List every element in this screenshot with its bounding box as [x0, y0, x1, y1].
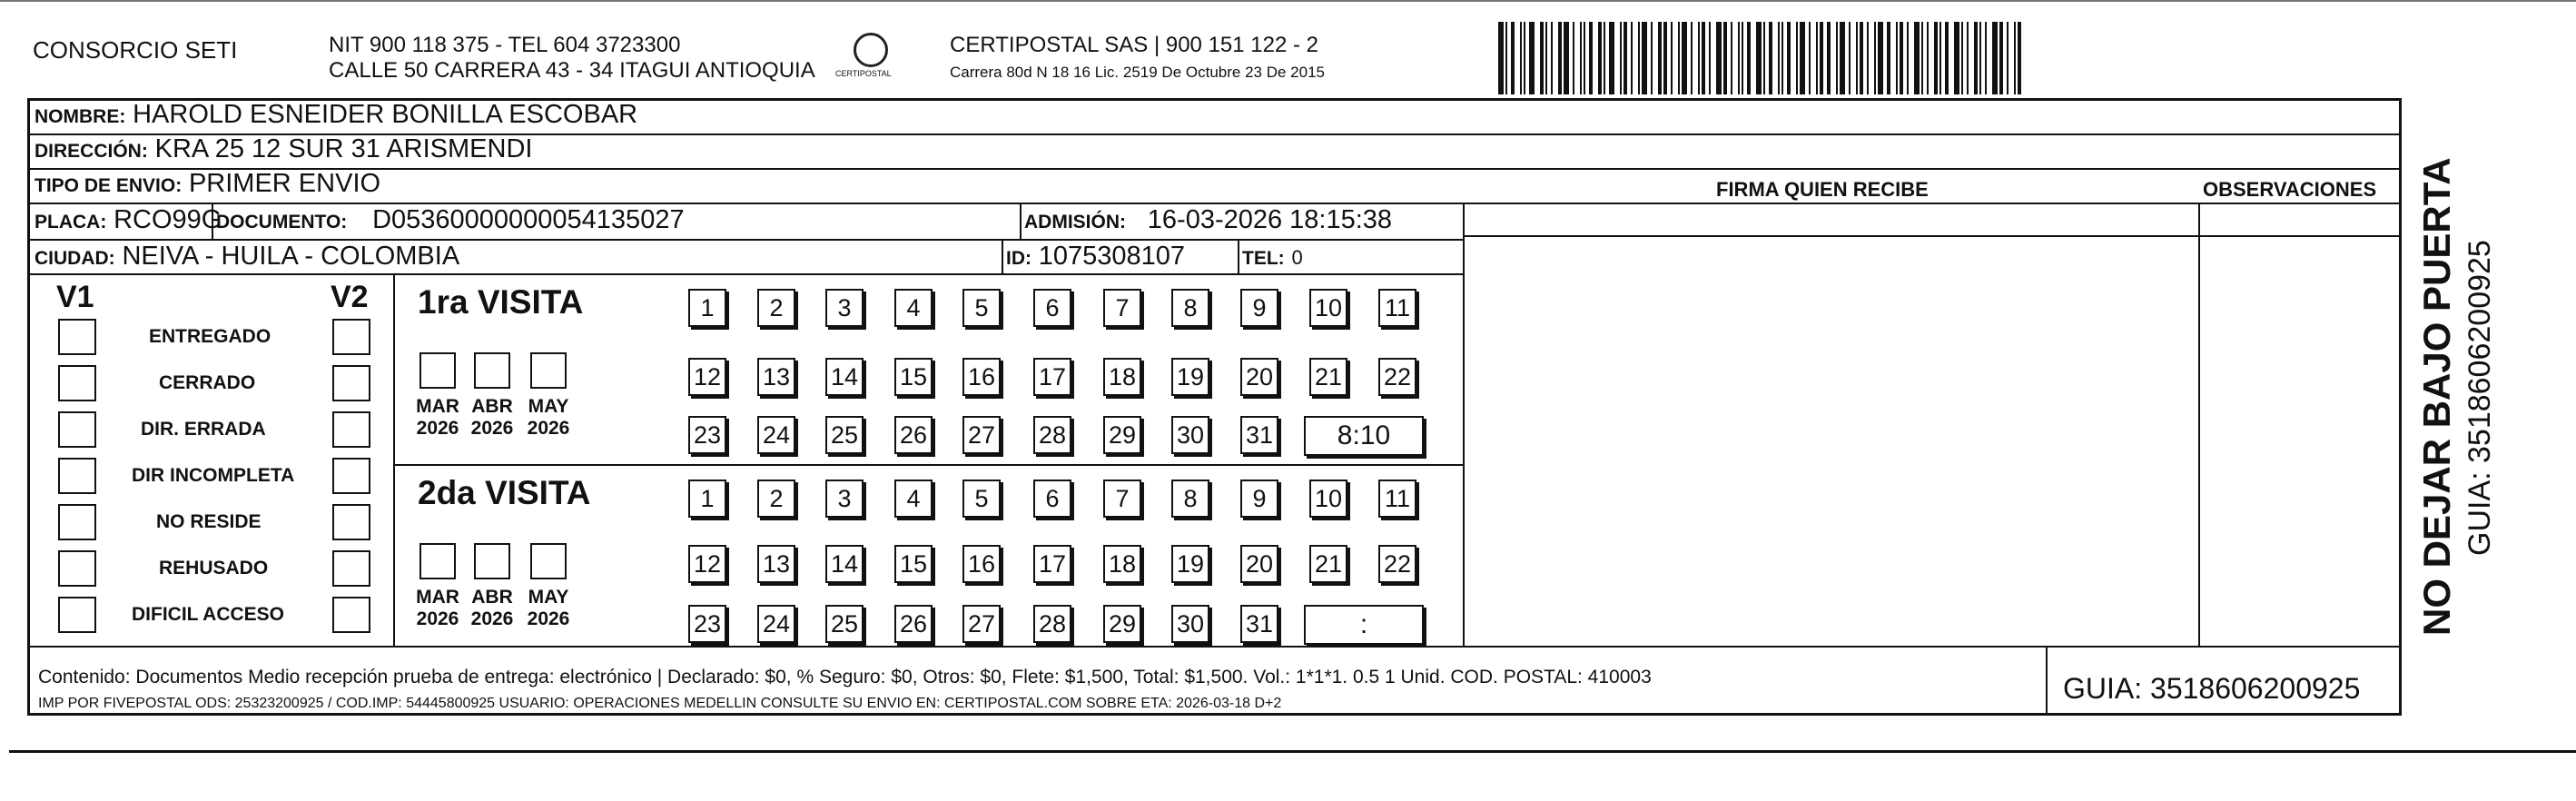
- bottom-rule: [9, 750, 2576, 753]
- month-label: MAR 2026: [416, 587, 459, 629]
- day-box[interactable]: 7: [1103, 480, 1141, 518]
- barcode-bar: [1589, 22, 1593, 94]
- barcode-bar: [1809, 22, 1811, 94]
- day-box[interactable]: 20: [1240, 358, 1278, 396]
- day-box[interactable]: 24: [757, 416, 795, 454]
- barcode-bar: [1939, 22, 1941, 94]
- month-checkbox[interactable]: [530, 543, 567, 579]
- day-box[interactable]: 25: [825, 605, 864, 643]
- month-label: ABR 2026: [470, 396, 514, 439]
- tipo-envio-value: PRIMER ENVIO: [188, 169, 381, 198]
- ciudad-value: NEIVA - HUILA - COLOMBIA: [122, 242, 460, 271]
- day-box[interactable]: 7: [1103, 289, 1141, 327]
- month-checkbox[interactable]: [530, 352, 567, 389]
- tel-value: 0: [1291, 246, 1303, 269]
- day-box[interactable]: 3: [825, 480, 864, 518]
- status-label: REHUSADO: [159, 558, 269, 578]
- nombre-value: HAROLD ESNEIDER BONILLA ESCOBAR: [133, 100, 638, 129]
- barcode-bar: [1827, 22, 1831, 94]
- v2-label: V2: [331, 280, 369, 314]
- barcode-bar: [1682, 22, 1687, 94]
- observaciones-header: OBSERVACIONES: [2203, 178, 2377, 201]
- barcode-bar: [1624, 22, 1627, 94]
- barcode-bar: [1763, 22, 1765, 94]
- day-box[interactable]: 16: [962, 358, 1001, 396]
- barcode-bar: [1820, 22, 1823, 94]
- barcode-bar: [1781, 22, 1783, 94]
- day-box[interactable]: 27: [962, 605, 1001, 643]
- day-box[interactable]: 20: [1240, 545, 1278, 583]
- day-box[interactable]: 22: [1378, 358, 1416, 396]
- barcode-bar: [1573, 22, 1574, 94]
- barcode-bar: [1985, 22, 1987, 94]
- barcode-bar: [1498, 22, 1504, 94]
- day-box[interactable]: 5: [962, 289, 1001, 327]
- company-name: CONSORCIO SETI: [33, 36, 238, 64]
- barcode-bar: [1511, 22, 1515, 94]
- barcode-bar: [1756, 22, 1762, 94]
- barcode-bar: [1564, 22, 1569, 94]
- day-box[interactable]: 19: [1171, 358, 1209, 396]
- id-field: ID: 1075308107: [1006, 242, 1186, 271]
- direccion-field: DIRECCIÓN: KRA 25 12 SUR 31 ARISMENDI: [35, 134, 533, 163]
- day-box[interactable]: 15: [894, 358, 933, 396]
- barcode-bar: [1907, 22, 1909, 94]
- barcode-bar: [1609, 22, 1614, 94]
- admision-value: 16-03-2026 18:15:38: [1147, 205, 1393, 234]
- day-box[interactable]: 26: [894, 605, 933, 643]
- barcode-bar: [1702, 22, 1705, 94]
- barcode-bar: [2014, 22, 2016, 94]
- month-checkbox[interactable]: [419, 543, 456, 579]
- barcode-bar: [1874, 22, 1876, 94]
- day-box[interactable]: 18: [1103, 358, 1141, 396]
- barcode-bar: [1992, 22, 1998, 94]
- barcode-bar: [1524, 22, 1525, 94]
- day-box[interactable]: 11: [1378, 289, 1416, 327]
- barcode-bar: [1896, 22, 1898, 94]
- barcode-bar: [1580, 22, 1582, 94]
- day-box[interactable]: 21: [1309, 545, 1347, 583]
- day-box[interactable]: 23: [688, 605, 726, 643]
- day-box[interactable]: 14: [825, 545, 864, 583]
- barcode-bar: [1604, 22, 1605, 94]
- barcode-bar: [1967, 22, 1969, 94]
- certipostal-line2: Carrera 80d N 18 16 Lic. 2519 De Octubre 23 De 2015: [950, 64, 1325, 81]
- day-box[interactable]: 5: [962, 480, 1001, 518]
- barcode-bar: [1691, 22, 1693, 94]
- day-box[interactable]: 29: [1103, 416, 1141, 454]
- certipostal-line1: CERTIPOSTAL SAS | 900 151 122 - 2: [950, 33, 1318, 57]
- month-checkbox[interactable]: [474, 352, 510, 389]
- barcode-bar: [1921, 22, 1923, 94]
- barcode-bar: [1979, 22, 1981, 94]
- day-box[interactable]: 21: [1309, 358, 1347, 396]
- footer-imp: IMP POR FIVEPOSTAL ODS: 25323200925 / COD.IMP: 54445800925 USUARIO: OPERACIONES MEDELLIN CONSULTE SU ENVIO EN: CERTIPOSTAL.COM SOBRE ETA: 2026-03-18 D+2: [38, 696, 1282, 711]
- v2-checkbox[interactable]: [332, 319, 370, 355]
- tel-field: TEL: 0: [1242, 246, 1303, 269]
- day-box[interactable]: 12: [688, 545, 726, 583]
- barcode-bar: [1742, 22, 1743, 94]
- month-label: MAY 2026: [527, 587, 570, 629]
- barcode-bar: [1505, 22, 1507, 94]
- barcode-bar: [1860, 22, 1863, 94]
- barcode-bar: [1520, 22, 1522, 94]
- time-box[interactable]: 8:10: [1304, 416, 1424, 456]
- day-box[interactable]: 1: [688, 480, 726, 518]
- day-box[interactable]: 13: [757, 358, 795, 396]
- nombre-field: NOMBRE: HAROLD ESNEIDER BONILLA ESCOBAR: [35, 100, 638, 129]
- barcode-bar: [1584, 22, 1585, 94]
- day-box[interactable]: 22: [1378, 545, 1416, 583]
- barcode-bar: [1787, 22, 1791, 94]
- barcode-bar: [2018, 22, 2021, 94]
- barcode-bar: [1631, 22, 1633, 94]
- v1-label: V1: [56, 280, 94, 314]
- month-label: ABR 2026: [470, 587, 514, 629]
- day-box[interactable]: 17: [1033, 358, 1071, 396]
- barcode-bar: [1816, 22, 1818, 94]
- barcode-bar: [1796, 22, 1798, 94]
- barcode-bar: [1731, 22, 1732, 94]
- barcode-bar: [1558, 22, 1562, 94]
- side-guia: GUIA: 3518606200925: [2462, 240, 2497, 556]
- v2-checkbox[interactable]: [332, 458, 370, 494]
- barcode-bar: [1658, 22, 1662, 94]
- v2-checkbox[interactable]: [332, 411, 370, 448]
- day-box[interactable]: 25: [825, 416, 864, 454]
- v2-checkbox[interactable]: [332, 550, 370, 587]
- barcode-bar: [1671, 22, 1673, 94]
- barcode-bar: [1999, 22, 2003, 94]
- day-box[interactable]: 3: [825, 289, 864, 327]
- barcode-bar: [1778, 22, 1780, 94]
- certipostal-logo-icon: [854, 33, 888, 67]
- barcode-bar: [1738, 22, 1740, 94]
- day-box[interactable]: 16: [962, 545, 1001, 583]
- v1-checkbox[interactable]: [58, 597, 96, 633]
- visit2-title: 2da VISITA: [418, 474, 591, 511]
- day-box[interactable]: 8: [1171, 480, 1209, 518]
- day-box[interactable]: 13: [757, 545, 795, 583]
- barcode-bar: [1934, 22, 1938, 94]
- day-box[interactable]: 9: [1240, 480, 1278, 518]
- side-warning: NO DEJAR BAJO PUERTA: [2415, 157, 2458, 636]
- barcode-bar: [1769, 22, 1772, 94]
- status-label: ENTREGADO: [149, 326, 271, 347]
- barcode-bar: [1836, 22, 1838, 94]
- day-box[interactable]: 28: [1033, 605, 1071, 643]
- day-box[interactable]: 6: [1033, 289, 1071, 327]
- barcode-bar: [1723, 22, 1727, 94]
- barcode: [1498, 22, 2179, 94]
- documento-value: D05360000000054135027: [372, 205, 685, 234]
- barcode-bar: [1856, 22, 1858, 94]
- day-box[interactable]: 4: [894, 289, 933, 327]
- day-box[interactable]: 10: [1309, 480, 1347, 518]
- status-label: NO RESIDE: [156, 511, 262, 532]
- month-checkbox[interactable]: [419, 352, 456, 389]
- ciudad-field: CIUDAD: NEIVA - HUILA - COLOMBIA: [35, 242, 460, 271]
- day-box[interactable]: 11: [1378, 480, 1416, 518]
- address-line: CALLE 50 CARRERA 43 - 34 ITAGUI ANTIOQUIA: [329, 58, 815, 83]
- barcode-bar: [1945, 22, 1949, 94]
- barcode-bar: [2007, 22, 2008, 94]
- day-box[interactable]: 4: [894, 480, 933, 518]
- logo-text: CERTIPOSTAL: [835, 69, 892, 78]
- day-box[interactable]: 31: [1240, 416, 1278, 454]
- barcode-bar: [1620, 22, 1622, 94]
- status-label: CERRADO: [159, 372, 256, 393]
- month-label: MAR 2026: [416, 396, 459, 439]
- month-label: MAY 2026: [527, 396, 570, 439]
- day-box[interactable]: 27: [962, 416, 1001, 454]
- day-box[interactable]: 14: [825, 358, 864, 396]
- barcode-bar: [1900, 22, 1903, 94]
- barcode-bar: [1840, 22, 1845, 94]
- day-box[interactable]: 26: [894, 416, 933, 454]
- barcode-bar: [1716, 22, 1722, 94]
- barcode-bar: [1867, 22, 1869, 94]
- direccion-value: KRA 25 12 SUR 31 ARISMENDI: [154, 134, 533, 163]
- day-box[interactable]: 12: [688, 358, 726, 396]
- placa-field: PLACA: RCO99G: [35, 205, 222, 234]
- day-box[interactable]: 28: [1033, 416, 1071, 454]
- barcode-bar: [1954, 22, 1959, 94]
- barcode-bar: [1642, 22, 1647, 94]
- barcode-bar: [1651, 22, 1653, 94]
- guia-number: GUIA: 3518606200925: [2063, 672, 2361, 705]
- day-box[interactable]: 30: [1171, 416, 1209, 454]
- status-label: DIFICIL ACCESO: [132, 604, 285, 625]
- day-box[interactable]: 2: [757, 480, 795, 518]
- v1-checkbox[interactable]: [58, 365, 96, 401]
- status-label: DIR. ERRADA: [141, 419, 266, 440]
- firma-header: FIRMA QUIEN RECIBE: [1716, 178, 1929, 201]
- v2-checkbox[interactable]: [332, 597, 370, 633]
- barcode-bar: [1747, 22, 1751, 94]
- v2-checkbox[interactable]: [332, 504, 370, 540]
- top-rule: [0, 0, 2576, 2]
- day-box[interactable]: 24: [757, 605, 795, 643]
- barcode-bar: [1638, 22, 1640, 94]
- time-box[interactable]: :: [1304, 605, 1424, 645]
- day-box[interactable]: 29: [1103, 605, 1141, 643]
- footer-contenido: Contenido: Documentos Medio recepción prueba de entrega: electrónico | Declarado: $0, % Seguro: $0, Otros: $0, Flete: $1,500, Total: $1,500. Vol.: 1*1*1. 0.5 1 Unid. COD. POSTAL: 410003: [38, 667, 1652, 687]
- day-box[interactable]: 2: [757, 289, 795, 327]
- barcode-bar: [1545, 22, 1547, 94]
- barcode-bar: [1698, 22, 1700, 94]
- admision-field: ADMISIÓN: 16-03-2026 18:15:38: [1024, 205, 1393, 234]
- day-box[interactable]: 23: [688, 416, 726, 454]
- id-value: 1075308107: [1038, 242, 1186, 271]
- documento-field: DOCUMENTO: D05360000000054135027: [216, 205, 685, 234]
- barcode-bar: [1598, 22, 1602, 94]
- barcode-bar: [1540, 22, 1544, 94]
- day-box[interactable]: 18: [1103, 545, 1141, 583]
- barcode-bar: [1800, 22, 1805, 94]
- day-box[interactable]: 17: [1033, 545, 1071, 583]
- barcode-bar: [1551, 22, 1553, 94]
- day-box[interactable]: 10: [1309, 289, 1347, 327]
- placa-value: RCO99G: [114, 205, 222, 234]
- v1-checkbox[interactable]: [58, 411, 96, 448]
- barcode-bar: [1529, 22, 1535, 94]
- barcode-bar: [1663, 22, 1667, 94]
- v2-checkbox[interactable]: [332, 365, 370, 401]
- v1-checkbox[interactable]: [58, 458, 96, 494]
- status-label: DIR INCOMPLETA: [132, 465, 295, 486]
- nit-line: NIT 900 118 375 - TEL 604 3723300: [329, 33, 681, 57]
- day-box[interactable]: 1: [688, 289, 726, 327]
- day-box[interactable]: 6: [1033, 480, 1071, 518]
- day-box[interactable]: 31: [1240, 605, 1278, 643]
- barcode-bar: [1974, 22, 1978, 94]
- barcode-bar: [1849, 22, 1851, 94]
- barcode-bar: [1709, 22, 1711, 94]
- v1-checkbox[interactable]: [58, 550, 96, 587]
- day-box[interactable]: 19: [1171, 545, 1209, 583]
- barcode-bar: [1878, 22, 1883, 94]
- month-checkbox[interactable]: [474, 543, 510, 579]
- visit1-title: 1ra VISITA: [418, 283, 584, 321]
- day-box[interactable]: 9: [1240, 289, 1278, 327]
- v1-checkbox[interactable]: [58, 504, 96, 540]
- v1-checkbox[interactable]: [58, 319, 96, 355]
- delivery-form: [27, 98, 2402, 716]
- barcode-bar: [1927, 22, 1929, 94]
- barcode-bar: [1961, 22, 1963, 94]
- day-box[interactable]: 15: [894, 545, 933, 583]
- day-box[interactable]: 8: [1171, 289, 1209, 327]
- day-box[interactable]: 30: [1171, 605, 1209, 643]
- barcode-bar: [1678, 22, 1680, 94]
- barcode-bar: [1914, 22, 1920, 94]
- tipo-envio-field: TIPO DE ENVIO: PRIMER ENVIO: [35, 169, 381, 198]
- barcode-bar: [1887, 22, 1890, 94]
